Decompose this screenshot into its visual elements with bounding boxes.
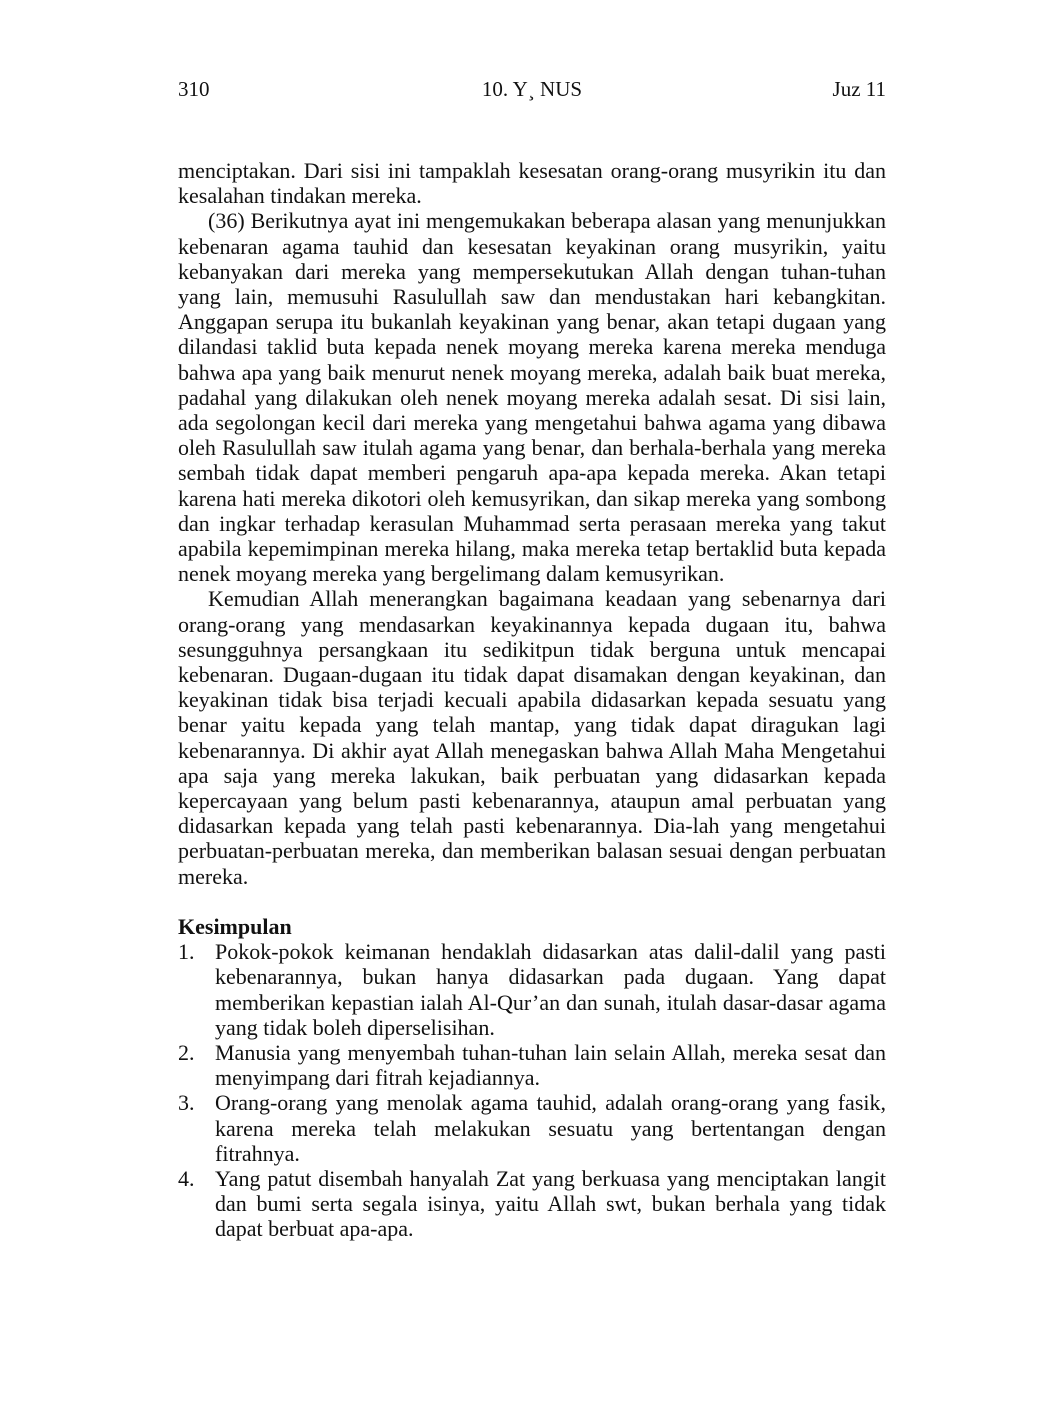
page-number: 310: [178, 77, 210, 101]
list-item-number: 2.: [178, 1039, 195, 1065]
list-item-number: 1.: [178, 939, 195, 965]
conclusion-list: [178, 939, 886, 1241]
list-item: [178, 1040, 886, 1090]
list-item-number: 4.: [178, 1165, 195, 1191]
list-item-number: 3.: [178, 1090, 195, 1116]
list-item-text: Pokok-pokok keimanan hendaklah didasarkan atas dalil-dalil yang pasti kebenarannya, bukan hanya didasarkan pada dugaan. Yang dapat memberikan kepastian ialah Al-Qur’an dan sunah, itulah dasar-dasar agama yang tidak boleh diperselisihan.: [215, 939, 886, 1040]
juz-label: Juz 11: [832, 77, 886, 101]
conclusion-heading: Kesimpulan: [178, 913, 292, 939]
list-item-text: Orang-orang yang menolak agama tauhid, adalah orang-orang yang fasik, karena mereka telah melakukan sesuatu yang bertentangan dengan fitrahnya.: [215, 1090, 886, 1166]
page-body: [178, 158, 886, 1242]
list-item-text: Manusia yang menyembah tuhan-tuhan lain selain Allah, mereka sesat dan menyimpang dari fitrah kejadiannya.: [215, 1039, 886, 1091]
paragraph-explanation: Kemudian Allah menerangkan bagaimana keadaan yang sebenarnya dari orang-orang yang mendasarkan keyakinannya kepada dugaan itu, bahwa sesungguhnya persangkaan itu sedikitpun tidak berguna untuk mencapai kebenaran. Dugaan-dugaan itu tidak dapat disamakan dengan keyakinan, dan keyakinan tidak bisa terjadi kecuali apabila didasarkan kepada sesuatu yang benar yaitu kepada yang telah mantap, yang tidak dapat diragukan lagi kebenarannya. Di akhir ayat Allah menegaskan bahwa Allah Maha Mengetahui apa saja yang mereka lakukan, baik perbuatan yang didasarkan kepada kepercayaan yang belum pasti kebenarannya, ataupun amal perbuatan yang didasarkan kepada yang telah pasti kebenarannya. Dia-lah yang mengetahui perbuatan-perbuatan mereka, dan memberikan balasan sesuai dengan perbuatan mereka.: [178, 586, 886, 889]
running-title: 10. Y¸ NUS: [481, 77, 583, 101]
list-item-text: Yang patut disembah hanyalah Zat yang berkuasa yang menciptakan langit dan bumi serta segala isinya, yaitu Allah swt, bukan berhala yang tidak dapat berbuat apa-apa.: [215, 1165, 886, 1242]
list-item: [178, 939, 886, 1040]
paragraph-continuation: menciptakan. Dari sisi ini tampaklah kesesatan orang-orang musyrikin itu dan kesalahan tindakan mereka.: [178, 158, 886, 209]
list-item: [178, 1166, 886, 1242]
paragraph-verse-36: (36) Berikutnya ayat ini mengemukakan beberapa alasan yang menunjukkan kebenaran agama tauhid dan kesesatan keyakinan orang musyrikin, yaitu kebanyakan dari mereka yang mempersekutukan Allah dengan tuhan-tuhan yang lain, memusuhi Rasulullah saw dan mendustakan hari kebangkitan. Anggapan serupa itu bukanlah keyakinan yang benar, akan tetapi dugaan yang dilandasi taklid buta kepada nenek moyang mereka karena mereka menduga bahwa apa yang baik menurut nenek moyang mereka, adalah baik buat mereka, padahal yang dilakukan oleh nenek moyang mereka adalah sesat. Di sisi lain, ada segolongan kecil dari mereka yang mengetahui bahwa agama yang dibawa oleh Rasulullah saw itulah agama yang benar, dan berhala-berhala yang mereka sembah tidak dapat memberi pengaruh apa-apa kepada mereka. Akan tetapi karena hati mereka dikotori oleh kemusyrikan, dan sikap mereka yang sombong dan ingkar terhadap kerasulan Muhammad serta perasaan mereka yang takut apabila kepemimpinan mereka hilang, maka mereka tetap bertaklid buta kepada nenek moyang mereka yang bergelimang dalam kemusyrikan.: [178, 208, 886, 587]
page-header: [178, 76, 886, 102]
list-item: [178, 1090, 886, 1166]
